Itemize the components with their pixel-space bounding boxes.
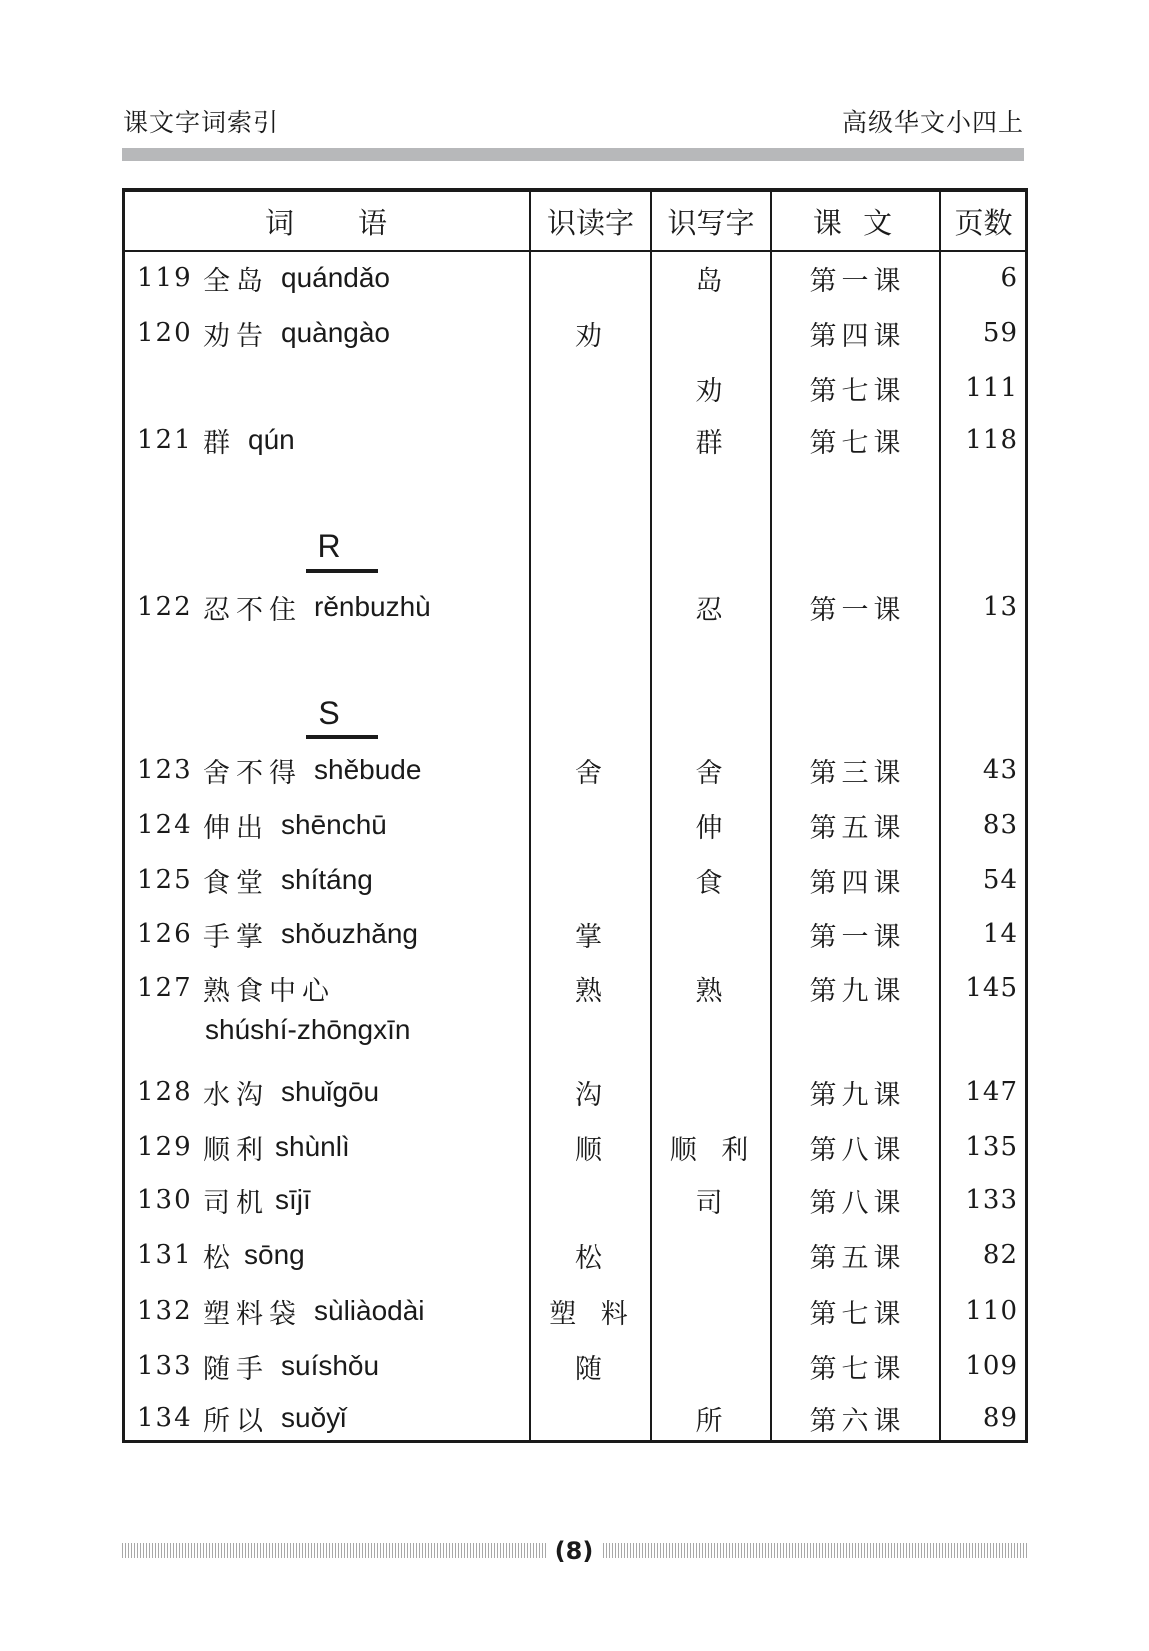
entry-number: 125: [137, 865, 193, 895]
entry-lesson: 第四课: [809, 320, 906, 352]
entry-page: 111: [965, 373, 1018, 403]
entry-recognize-char: [532, 1180, 653, 1220]
entry-recognize-char: [532, 258, 653, 298]
entry-recognize-char: [532, 860, 653, 900]
entry-number: 123: [137, 755, 193, 785]
entry-lesson: 第五课: [809, 1242, 906, 1274]
entry-page: 118: [965, 425, 1018, 455]
table-row: [125, 1291, 1025, 1331]
page-number: (8): [554, 1537, 594, 1565]
table-row: [125, 968, 1025, 1008]
section-letter-s: S: [318, 695, 340, 731]
entry-write-char: 劝: [695, 375, 731, 407]
entry-page: 43: [982, 755, 1018, 785]
entry-recognize-char: 掌: [575, 921, 610, 953]
table-row: [125, 258, 1025, 298]
entry-number: 133: [137, 1351, 193, 1381]
entry-number: 126: [137, 919, 193, 949]
entry-page: 133: [965, 1185, 1018, 1215]
entry-recognize-char: 随: [575, 1353, 610, 1385]
entry-write-char: 所: [695, 1405, 731, 1437]
entry-lesson: 第七课: [809, 375, 906, 407]
entry-word: 随手 suíshǒu: [203, 1350, 380, 1385]
section-underline: [306, 735, 378, 739]
entry-pinyin: shǒuzhǎng: [281, 918, 419, 949]
entry-number: 134: [137, 1403, 193, 1433]
table-row-continuation: [125, 1010, 1025, 1050]
entry-write-char: 岛: [695, 265, 731, 297]
entry-pinyin: shítáng: [281, 864, 373, 895]
entry-recognize-char: [532, 805, 653, 845]
entry-lesson: 第七课: [809, 427, 906, 459]
table-row: [125, 914, 1025, 954]
header-row-divider: [125, 250, 1025, 252]
section-underline: [306, 569, 378, 573]
entry-word: 所以 suǒyǐ: [203, 1402, 347, 1437]
entry-number: 129: [137, 1132, 193, 1162]
entry-number: 121: [137, 425, 193, 455]
entry-pinyin: suíshǒu: [281, 1350, 380, 1381]
entry-write-char: [653, 1072, 773, 1112]
entry-write-char: 熟: [695, 975, 731, 1007]
entry-number: 131: [137, 1240, 193, 1270]
entry-number: 132: [137, 1296, 193, 1326]
entry-page: 13: [982, 592, 1018, 622]
table-row: [125, 313, 1025, 353]
entry-page: 147: [965, 1077, 1018, 1107]
entry-write-char: 食: [695, 867, 731, 899]
entry-lesson: 第一课: [809, 921, 906, 953]
entry-recognize-char: 劝: [575, 320, 610, 352]
entry-lesson: 第七课: [809, 1298, 906, 1330]
column-header-page: 页数: [954, 205, 1013, 240]
entry-write-char: 司: [695, 1187, 731, 1219]
entry-pinyin: shúshí-zhōngxīn: [205, 1014, 411, 1045]
entry-pinyin: shēnchū: [281, 809, 387, 840]
footer-decoration-left: [122, 1543, 547, 1558]
entry-write-char: 舍: [695, 757, 731, 789]
entry-recognize-char: 沟: [575, 1079, 610, 1111]
entry-recognize-char: 顺: [575, 1134, 610, 1166]
entry-lesson: 第三课: [809, 757, 906, 789]
entry-number: 120: [137, 318, 193, 348]
entry-write-char: [653, 1235, 773, 1275]
header-divider-bar: [122, 148, 1024, 161]
entry-word: 群 qún: [203, 424, 295, 459]
footer-decoration-right: [603, 1543, 1028, 1558]
entry-lesson: 第四课: [809, 867, 906, 899]
entry-pinyin: shuǐgōu: [281, 1076, 380, 1107]
entry-pinyin: shùnlì: [275, 1131, 350, 1162]
entry-number: 127: [137, 973, 193, 1003]
entry-pinyin: rěnbuzhù: [314, 591, 431, 622]
entry-recognize-char: 熟: [575, 975, 610, 1007]
table-row: [125, 1127, 1025, 1167]
entry-recognize-char: [532, 1398, 653, 1438]
entry-pinyin: sùliàodài: [314, 1295, 425, 1326]
entry-word: 熟食中心: [203, 975, 335, 1007]
entry-word: 顺利 shùnlì: [203, 1131, 350, 1166]
entry-write-char: 伸: [695, 812, 731, 844]
entry-recognize-char: 舍: [575, 757, 610, 789]
entry-word: 全岛 quándǎo: [203, 262, 391, 297]
entry-lesson: 第一课: [809, 594, 906, 626]
entry-write-char: [653, 914, 773, 954]
entry-page: 82: [982, 1240, 1018, 1270]
running-header-right: 高级华文小四上: [841, 108, 1024, 137]
entry-word: 忍不住 rěnbuzhù: [203, 591, 431, 626]
entry-page: 83: [982, 810, 1018, 840]
entry-lesson: 第六课: [809, 1405, 906, 1437]
entry-write-char: [653, 1291, 773, 1331]
entry-number: 124: [137, 810, 193, 840]
entry-recognize-char: [532, 420, 653, 460]
entry-recognize-char: [532, 368, 653, 408]
entry-page: 110: [965, 1296, 1018, 1326]
entry-pinyin: quàngào: [281, 317, 391, 348]
entry-word: 伸出 shēnchū: [203, 809, 387, 844]
entry-word: 舍不得 shěbude: [203, 754, 422, 789]
entry-page: 54: [982, 865, 1018, 895]
entry-pinyin: quándǎo: [281, 262, 391, 293]
entry-pinyin: sījī: [275, 1184, 311, 1215]
entry-word: 手掌 shǒuzhǎng: [203, 918, 419, 953]
entry-page: 145: [965, 973, 1018, 1003]
table-row: [125, 420, 1025, 460]
entry-page: 89: [982, 1403, 1018, 1433]
entry-pinyin: suǒyǐ: [281, 1402, 347, 1433]
entry-word: 塑料袋 sùliàodài: [203, 1295, 425, 1330]
entry-word: 劝告 quàngào: [203, 317, 391, 352]
entry-word: 水沟 shuǐgōu: [203, 1076, 380, 1111]
entry-lesson: 第八课: [809, 1187, 906, 1219]
entry-number: 128: [137, 1077, 193, 1107]
entry-recognize-char: 塑 料: [549, 1298, 636, 1330]
table-row: [125, 1398, 1025, 1438]
section-letter-r: R: [317, 528, 341, 564]
entry-write-char: [653, 313, 773, 353]
entry-number: 119: [137, 263, 193, 293]
entry-lesson: 第九课: [809, 1079, 906, 1111]
entry-lesson: 第七课: [809, 1353, 906, 1385]
entry-number: 130: [137, 1185, 193, 1215]
entry-write-char: [653, 1346, 773, 1386]
entry-page: 59: [982, 318, 1018, 348]
entry-lesson: 第八课: [809, 1134, 906, 1166]
entry-write-char: 顺 利: [669, 1134, 757, 1166]
entry-page: 14: [982, 919, 1018, 949]
entry-pinyin: shěbude: [314, 754, 422, 785]
column-header-recognize: 识读字: [546, 205, 634, 240]
entry-recognize-char: 松: [575, 1242, 610, 1274]
entry-word: 食堂 shítáng: [203, 864, 373, 899]
table-row: [125, 1235, 1025, 1275]
table-row: [125, 1072, 1025, 1112]
entry-lesson: 第五课: [809, 812, 906, 844]
table-row: [125, 587, 1025, 627]
table-row: [125, 805, 1025, 845]
entry-pinyin: sōng: [244, 1239, 305, 1270]
column-header-lesson: 课 文: [812, 205, 899, 240]
entry-lesson: 第一课: [809, 265, 906, 297]
column-header-write: 识写字: [667, 205, 755, 240]
entry-pinyin: qún: [248, 424, 295, 455]
table-row: [125, 368, 1025, 408]
table-row: [125, 1180, 1025, 1220]
table-row: [125, 750, 1025, 790]
entry-word: 司机 sījī: [203, 1184, 311, 1219]
entry-page: 135: [965, 1132, 1018, 1162]
entry-page: 109: [965, 1351, 1018, 1381]
table-row: [125, 860, 1025, 900]
entry-number: 122: [137, 592, 193, 622]
running-header-left: 课文字词索引: [123, 108, 280, 137]
entry-page: 6: [1000, 263, 1018, 293]
entry-write-char: 忍: [695, 594, 731, 626]
column-header-word: 词 语: [264, 205, 389, 240]
table-row: [125, 1346, 1025, 1386]
entry-word: 松 sōng: [203, 1239, 305, 1274]
entry-write-char: 群: [695, 427, 731, 459]
entry-recognize-char: [532, 587, 653, 627]
entry-lesson: 第九课: [809, 975, 906, 1007]
vocabulary-index-table: [122, 188, 1028, 1443]
